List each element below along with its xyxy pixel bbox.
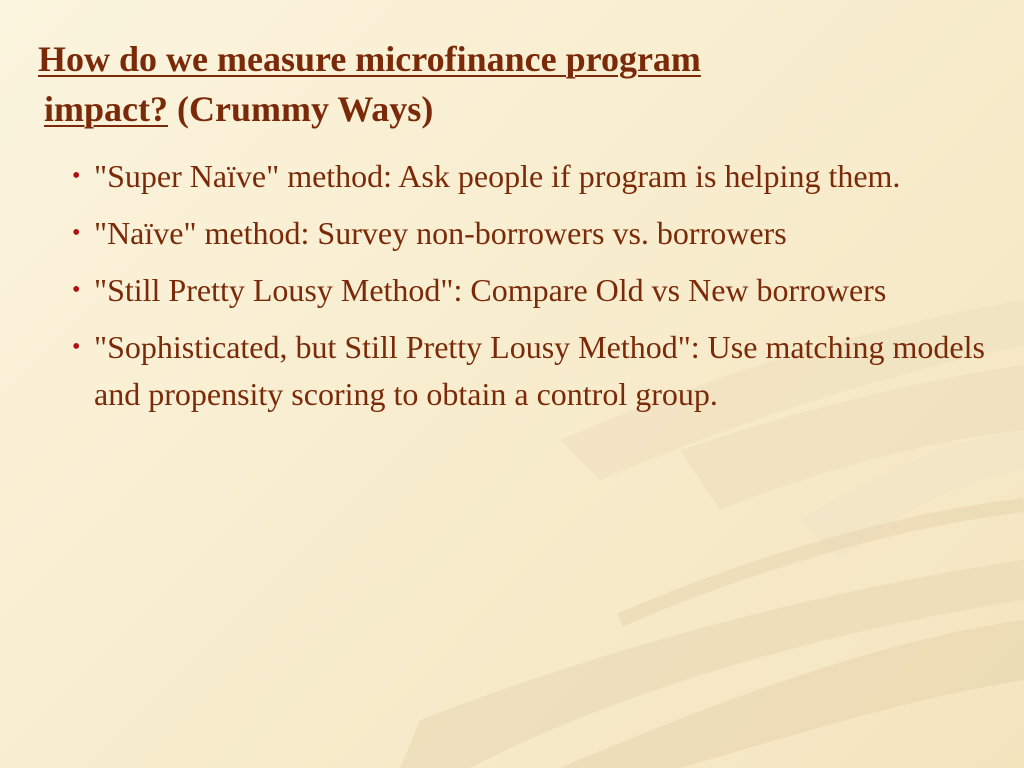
title-link-line1[interactable]: How do we measure microfinance program (38, 39, 701, 79)
bullet-list (68, 153, 993, 428)
bullet-item-3 (68, 267, 993, 314)
bullet-item-4 (68, 324, 993, 418)
bullet-text-3: "Still Pretty Lousy Method": Compare Old vs New borrowers (94, 272, 887, 308)
bullet-dot-icon: • (72, 163, 81, 189)
slide-title (38, 34, 978, 134)
title-link-line2[interactable]: impact? (44, 89, 168, 129)
title-rest: (Crummy Ways) (167, 89, 434, 129)
bullet-item-2 (68, 210, 993, 257)
bullet-text-2: "Naïve" method: Survey non-borrowers vs. borrowers (94, 215, 787, 251)
bullet-dot-icon: • (72, 277, 81, 303)
bullet-text-1: "Super Naïve" method: Ask people if program is helping them. (94, 158, 901, 194)
title-line2 (38, 84, 433, 134)
bullet-text-4: "Sophisticated, but Still Pretty Lousy Method": Use matching models and propensity scoring to obtain a control group. (94, 329, 985, 412)
bullet-dot-icon: • (72, 220, 81, 246)
bullet-item-1 (68, 153, 993, 200)
bullet-dot-icon: • (72, 334, 81, 360)
